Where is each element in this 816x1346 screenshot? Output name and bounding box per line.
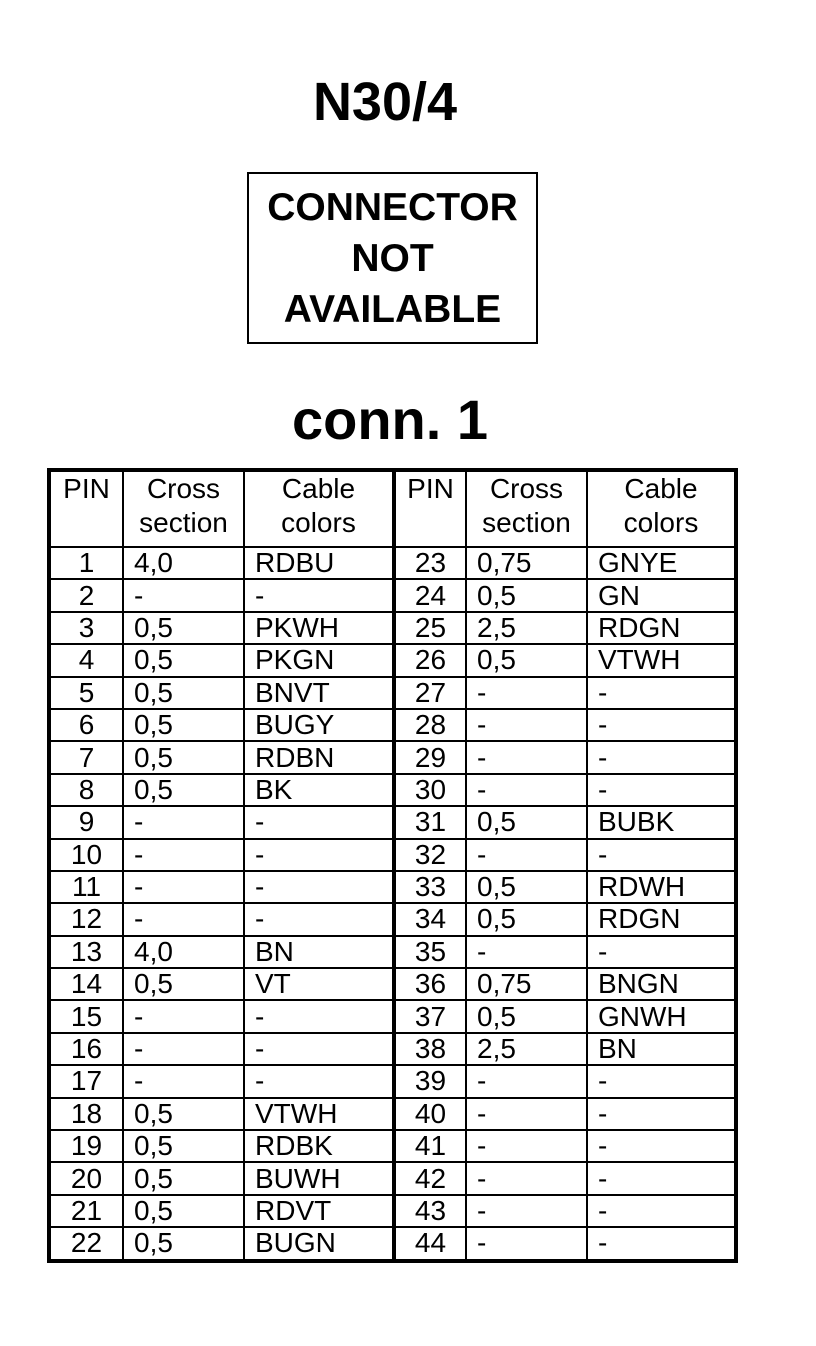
cable-color: GN bbox=[587, 579, 736, 611]
cable-color: - bbox=[587, 1195, 736, 1227]
cable-color: - bbox=[587, 1065, 736, 1097]
header-cable-colors: Cable colors bbox=[587, 470, 736, 547]
table-row bbox=[49, 1000, 736, 1032]
header-pin: PIN bbox=[49, 470, 123, 547]
table-row bbox=[49, 1162, 736, 1194]
cross-section: 0,5 bbox=[123, 1227, 244, 1260]
table-row bbox=[49, 1033, 736, 1065]
cross-section: 0,5 bbox=[123, 1195, 244, 1227]
pin-number: 31 bbox=[394, 806, 466, 838]
notice-line: NOT bbox=[351, 236, 434, 280]
table-row bbox=[49, 579, 736, 611]
pin-number: 38 bbox=[394, 1033, 466, 1065]
pin-number: 28 bbox=[394, 709, 466, 741]
pin-number: 7 bbox=[49, 741, 123, 773]
cable-color: - bbox=[244, 903, 394, 935]
pin-number: 16 bbox=[49, 1033, 123, 1065]
cross-section: 0,5 bbox=[466, 903, 587, 935]
table-row bbox=[49, 709, 736, 741]
pin-number: 1 bbox=[49, 547, 123, 579]
pin-number: 43 bbox=[394, 1195, 466, 1227]
cable-color: - bbox=[244, 871, 394, 903]
cross-section: 0,5 bbox=[123, 1098, 244, 1130]
pin-number: 37 bbox=[394, 1000, 466, 1032]
cross-section: 0,5 bbox=[123, 774, 244, 806]
pin-number: 32 bbox=[394, 839, 466, 871]
pin-number: 8 bbox=[49, 774, 123, 806]
cable-color: BN bbox=[244, 936, 394, 968]
cable-color: RDGN bbox=[587, 903, 736, 935]
cable-color: - bbox=[587, 1098, 736, 1130]
cross-section: - bbox=[123, 579, 244, 611]
cross-section: 0,75 bbox=[466, 547, 587, 579]
cable-color: - bbox=[244, 579, 394, 611]
pin-number: 15 bbox=[49, 1000, 123, 1032]
cable-color: GNYE bbox=[587, 547, 736, 579]
cross-section: 0,5 bbox=[123, 1162, 244, 1194]
pin-number: 11 bbox=[49, 871, 123, 903]
cable-color: RDBN bbox=[244, 741, 394, 773]
cable-color: BK bbox=[244, 774, 394, 806]
cable-color: - bbox=[244, 1000, 394, 1032]
table-row bbox=[49, 1098, 736, 1130]
cable-color: - bbox=[587, 839, 736, 871]
cable-color: PKGN bbox=[244, 644, 394, 676]
cross-section: 4,0 bbox=[123, 936, 244, 968]
cross-section: 0,5 bbox=[466, 871, 587, 903]
cross-section: - bbox=[123, 1065, 244, 1097]
cable-color: - bbox=[587, 677, 736, 709]
table-row bbox=[49, 806, 736, 838]
pin-number: 2 bbox=[49, 579, 123, 611]
table-row bbox=[49, 677, 736, 709]
cable-color: RDGN bbox=[587, 612, 736, 644]
cross-section: - bbox=[466, 1130, 587, 1162]
cross-section: 0,5 bbox=[466, 1000, 587, 1032]
cable-color: BUWH bbox=[244, 1162, 394, 1194]
table-row bbox=[49, 871, 736, 903]
cross-section: 0,5 bbox=[466, 806, 587, 838]
pin-number: 40 bbox=[394, 1098, 466, 1130]
cross-section: - bbox=[466, 839, 587, 871]
cross-section: - bbox=[466, 677, 587, 709]
table-row bbox=[49, 903, 736, 935]
cross-section: - bbox=[466, 774, 587, 806]
cross-section: 0,5 bbox=[466, 579, 587, 611]
pin-number: 6 bbox=[49, 709, 123, 741]
cable-color: - bbox=[244, 1065, 394, 1097]
cable-color: - bbox=[244, 806, 394, 838]
cross-section: 0,75 bbox=[466, 968, 587, 1000]
cable-color: BNGN bbox=[587, 968, 736, 1000]
cable-color: PKWH bbox=[244, 612, 394, 644]
cable-color: VTWH bbox=[587, 644, 736, 676]
notice-line: CONNECTOR bbox=[267, 185, 518, 229]
cross-section: - bbox=[466, 741, 587, 773]
pin-number: 5 bbox=[49, 677, 123, 709]
pin-number: 34 bbox=[394, 903, 466, 935]
cross-section: 0,5 bbox=[123, 644, 244, 676]
table-row bbox=[49, 1195, 736, 1227]
pin-number: 17 bbox=[49, 1065, 123, 1097]
cross-section: 0,5 bbox=[123, 741, 244, 773]
cross-section: - bbox=[466, 709, 587, 741]
cable-color: - bbox=[587, 1130, 736, 1162]
pin-number: 22 bbox=[49, 1227, 123, 1260]
pin-number: 29 bbox=[394, 741, 466, 773]
cable-color: BUGY bbox=[244, 709, 394, 741]
pin-number: 44 bbox=[394, 1227, 466, 1260]
cable-color: VT bbox=[244, 968, 394, 1000]
connector-not-available-box bbox=[247, 172, 538, 344]
table-row bbox=[49, 547, 736, 579]
table-header-row bbox=[49, 470, 736, 547]
cross-section: - bbox=[123, 839, 244, 871]
cross-section: 0,5 bbox=[123, 1130, 244, 1162]
cable-color: GNWH bbox=[587, 1000, 736, 1032]
cable-color: BUBK bbox=[587, 806, 736, 838]
cable-color: BNVT bbox=[244, 677, 394, 709]
pin-table bbox=[47, 468, 738, 1263]
cross-section: 0,5 bbox=[123, 709, 244, 741]
cable-color: BN bbox=[587, 1033, 736, 1065]
table-row bbox=[49, 1227, 736, 1260]
table-row bbox=[49, 644, 736, 676]
cross-section: - bbox=[123, 1033, 244, 1065]
pin-number: 41 bbox=[394, 1130, 466, 1162]
cross-section: - bbox=[466, 1227, 587, 1260]
cross-section: 0,5 bbox=[466, 644, 587, 676]
cable-color: - bbox=[587, 936, 736, 968]
pin-number: 13 bbox=[49, 936, 123, 968]
table-row bbox=[49, 968, 736, 1000]
pin-number: 4 bbox=[49, 644, 123, 676]
cross-section: 0,5 bbox=[123, 968, 244, 1000]
cross-section: - bbox=[123, 903, 244, 935]
pin-number: 14 bbox=[49, 968, 123, 1000]
pin-number: 10 bbox=[49, 839, 123, 871]
pin-number: 3 bbox=[49, 612, 123, 644]
cable-color: RDVT bbox=[244, 1195, 394, 1227]
cross-section: - bbox=[123, 871, 244, 903]
cross-section: - bbox=[466, 1162, 587, 1194]
cable-color: - bbox=[587, 709, 736, 741]
pin-number: 27 bbox=[394, 677, 466, 709]
pin-number: 35 bbox=[394, 936, 466, 968]
pin-number: 21 bbox=[49, 1195, 123, 1227]
cross-section: - bbox=[123, 806, 244, 838]
cross-section: - bbox=[466, 1195, 587, 1227]
pin-number: 26 bbox=[394, 644, 466, 676]
cross-section: - bbox=[466, 936, 587, 968]
header-pin: PIN bbox=[394, 470, 466, 547]
cross-section: 0,5 bbox=[123, 677, 244, 709]
cable-color: - bbox=[244, 839, 394, 871]
pin-number: 36 bbox=[394, 968, 466, 1000]
header-cross-section: Cross section bbox=[466, 470, 587, 547]
notice-line: AVAILABLE bbox=[283, 287, 502, 331]
table-row bbox=[49, 839, 736, 871]
cable-color: - bbox=[587, 741, 736, 773]
cable-color: RDWH bbox=[587, 871, 736, 903]
cross-section: - bbox=[466, 1098, 587, 1130]
cable-color: - bbox=[587, 774, 736, 806]
pin-number: 25 bbox=[394, 612, 466, 644]
cable-color: - bbox=[587, 1227, 736, 1260]
cross-section: - bbox=[123, 1000, 244, 1032]
cross-section: 4,0 bbox=[123, 547, 244, 579]
pin-number: 23 bbox=[394, 547, 466, 579]
header-cross-section: Cross section bbox=[123, 470, 244, 547]
cross-section: 2,5 bbox=[466, 1033, 587, 1065]
cable-color: RDBK bbox=[244, 1130, 394, 1162]
table-row bbox=[49, 1065, 736, 1097]
pin-number: 20 bbox=[49, 1162, 123, 1194]
pin-number: 30 bbox=[394, 774, 466, 806]
page-title: N30/4 bbox=[312, 72, 458, 132]
pin-number: 24 bbox=[394, 579, 466, 611]
cross-section: - bbox=[466, 1065, 587, 1097]
table-row bbox=[49, 741, 736, 773]
cable-color: RDBU bbox=[244, 547, 394, 579]
pin-number: 18 bbox=[49, 1098, 123, 1130]
pin-number: 19 bbox=[49, 1130, 123, 1162]
cable-color: - bbox=[244, 1033, 394, 1065]
table-row bbox=[49, 774, 736, 806]
table-row bbox=[49, 1130, 736, 1162]
cross-section: 0,5 bbox=[123, 612, 244, 644]
pin-number: 33 bbox=[394, 871, 466, 903]
pin-number: 39 bbox=[394, 1065, 466, 1097]
cross-section: 2,5 bbox=[466, 612, 587, 644]
connector-subtitle: conn. 1 bbox=[291, 388, 489, 451]
pin-number: 42 bbox=[394, 1162, 466, 1194]
cable-color: VTWH bbox=[244, 1098, 394, 1130]
table-row bbox=[49, 936, 736, 968]
table-row bbox=[49, 612, 736, 644]
header-cable-colors: Cable colors bbox=[244, 470, 394, 547]
cable-color: BUGN bbox=[244, 1227, 394, 1260]
pin-number: 9 bbox=[49, 806, 123, 838]
pin-number: 12 bbox=[49, 903, 123, 935]
cable-color: - bbox=[587, 1162, 736, 1194]
